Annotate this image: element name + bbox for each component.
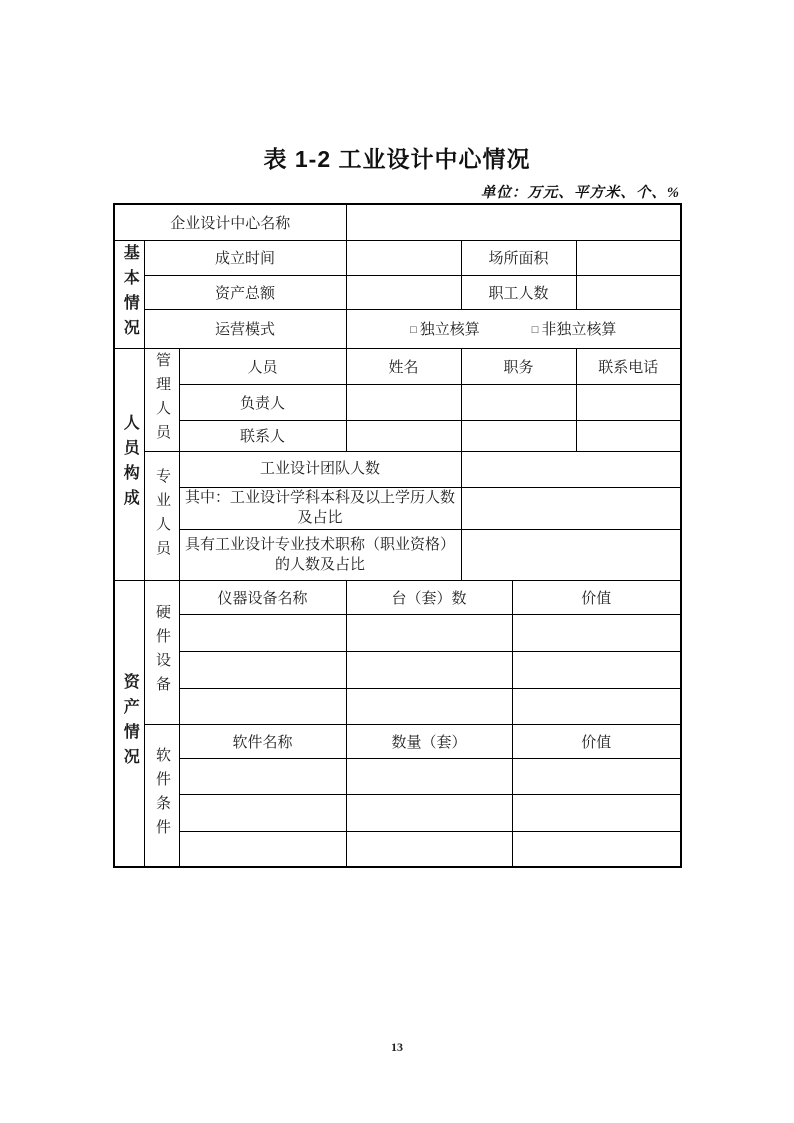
table-row (114, 529, 681, 580)
subgroup-management (144, 348, 179, 451)
subgroup-professional-label: 专业人员 (154, 467, 170, 564)
table-row (114, 309, 681, 348)
table-row (114, 240, 681, 275)
total-assets-label: 资产总额 (144, 275, 346, 309)
sw-header-quantity: 数量（套） (346, 724, 512, 758)
sw-row1-name-cell[interactable] (179, 758, 346, 794)
bachelor-degree-label: 其中：工业设计学科本科及以上学历人数及占比 (179, 487, 461, 529)
hw-row1-count-cell[interactable] (346, 614, 512, 651)
group-personnel (114, 348, 144, 580)
hw-header-unit-count: 台（套）数 (346, 580, 512, 614)
hw-row1-value-cell[interactable] (512, 614, 681, 651)
group-assets (114, 580, 144, 867)
subgroup-hardware-label: 硬件设备 (154, 604, 170, 700)
sw-row3-count-cell[interactable] (346, 831, 512, 867)
hw-row1-name-cell[interactable] (179, 614, 346, 651)
group-personnel-label: 人员构成 (121, 414, 139, 514)
operation-mode-options (346, 309, 681, 348)
contact-role-cell[interactable] (461, 420, 576, 451)
checkbox-icon[interactable]: □ (531, 324, 539, 336)
center-name-value-cell[interactable] (346, 204, 681, 240)
leader-phone-cell[interactable] (576, 384, 681, 420)
hw-row2-count-cell[interactable] (346, 651, 512, 688)
sw-row2-count-cell[interactable] (346, 794, 512, 831)
subgroup-professional (144, 451, 179, 580)
total-assets-value-cell[interactable] (346, 275, 461, 309)
table-row (114, 580, 681, 614)
table-row (114, 348, 681, 384)
subgroup-software-label: 软件条件 (154, 747, 170, 844)
unit-note: 单位：万元、平方米、个、% (480, 185, 680, 201)
checkbox-icon[interactable]: □ (410, 324, 417, 336)
professional-title-value-cell[interactable] (461, 529, 681, 580)
sw-header-value: 价值 (512, 724, 681, 758)
table-row (114, 275, 681, 309)
sw-row2-value-cell[interactable] (512, 794, 681, 831)
hw-header-value: 价值 (512, 580, 681, 614)
group-basic-info-label: 基本情况 (121, 244, 139, 344)
mgmt-header-phone: 联系电话 (576, 348, 681, 384)
subgroup-management-label: 管理人员 (154, 351, 170, 448)
bachelor-degree-value-cell[interactable] (461, 487, 681, 529)
site-area-label: 场所面积 (461, 240, 576, 275)
table-row (114, 487, 681, 529)
sw-header-software-name: 软件名称 (179, 724, 346, 758)
sw-row1-count-cell[interactable] (346, 758, 512, 794)
table-row (114, 451, 681, 487)
staff-count-value-cell[interactable] (576, 275, 681, 309)
center-name-label: 企业设计中心名称 (114, 204, 346, 240)
professional-title-label: 具有工业设计专业技术职称（职业资格）的人数及占比 (179, 529, 461, 580)
table-row (114, 831, 681, 867)
contact-phone-cell[interactable] (576, 420, 681, 451)
mgmt-header-name: 姓名 (346, 348, 461, 384)
table-row (114, 384, 681, 420)
sw-row2-name-cell[interactable] (179, 794, 346, 831)
mgmt-header-person: 人员 (179, 348, 346, 384)
group-basic-info (114, 240, 144, 348)
sw-row3-value-cell[interactable] (512, 831, 681, 867)
leader-name-cell[interactable] (346, 384, 461, 420)
design-center-form-table (113, 203, 682, 868)
table-row (114, 204, 681, 240)
hw-row3-count-cell[interactable] (346, 688, 512, 724)
sw-row1-value-cell[interactable] (512, 758, 681, 794)
table-row (114, 724, 681, 758)
leader-role-cell[interactable] (461, 384, 576, 420)
hw-header-equipment-name: 仪器设备名称 (179, 580, 346, 614)
mgmt-header-role: 职务 (461, 348, 576, 384)
design-team-size-label: 工业设计团队人数 (179, 451, 461, 487)
hw-row2-name-cell[interactable] (179, 651, 346, 688)
page-title: 表 1-2 工业设计中心情况 (263, 146, 531, 172)
hw-row3-value-cell[interactable] (512, 688, 681, 724)
group-assets-label: 资产情况 (121, 673, 139, 774)
option-non-independent-accounting[interactable] (532, 318, 617, 339)
table-row (114, 614, 681, 651)
contact-name-cell[interactable] (346, 420, 461, 451)
established-date-label: 成立时间 (144, 240, 346, 275)
established-date-value-cell[interactable] (346, 240, 461, 275)
table-row (114, 794, 681, 831)
hw-row2-value-cell[interactable] (512, 651, 681, 688)
page-number: 13 (391, 1040, 403, 1054)
leader-label: 负责人 (179, 384, 346, 420)
hw-row3-name-cell[interactable] (179, 688, 346, 724)
subgroup-hardware (144, 580, 179, 724)
option-independent-accounting[interactable] (410, 318, 480, 339)
design-team-size-value-cell[interactable] (461, 451, 681, 487)
staff-count-label: 职工人数 (461, 275, 576, 309)
site-area-value-cell[interactable] (576, 240, 681, 275)
option-non-independent-accounting-label: 非独立核算 (541, 322, 617, 338)
operation-mode-label: 运营模式 (144, 309, 346, 348)
contact-label: 联系人 (179, 420, 346, 451)
table-row (114, 688, 681, 724)
option-independent-accounting-label: 独立核算 (419, 322, 480, 338)
subgroup-software (144, 724, 179, 867)
table-row (114, 758, 681, 794)
table-row (114, 420, 681, 451)
sw-row3-name-cell[interactable] (179, 831, 346, 867)
table-row (114, 651, 681, 688)
